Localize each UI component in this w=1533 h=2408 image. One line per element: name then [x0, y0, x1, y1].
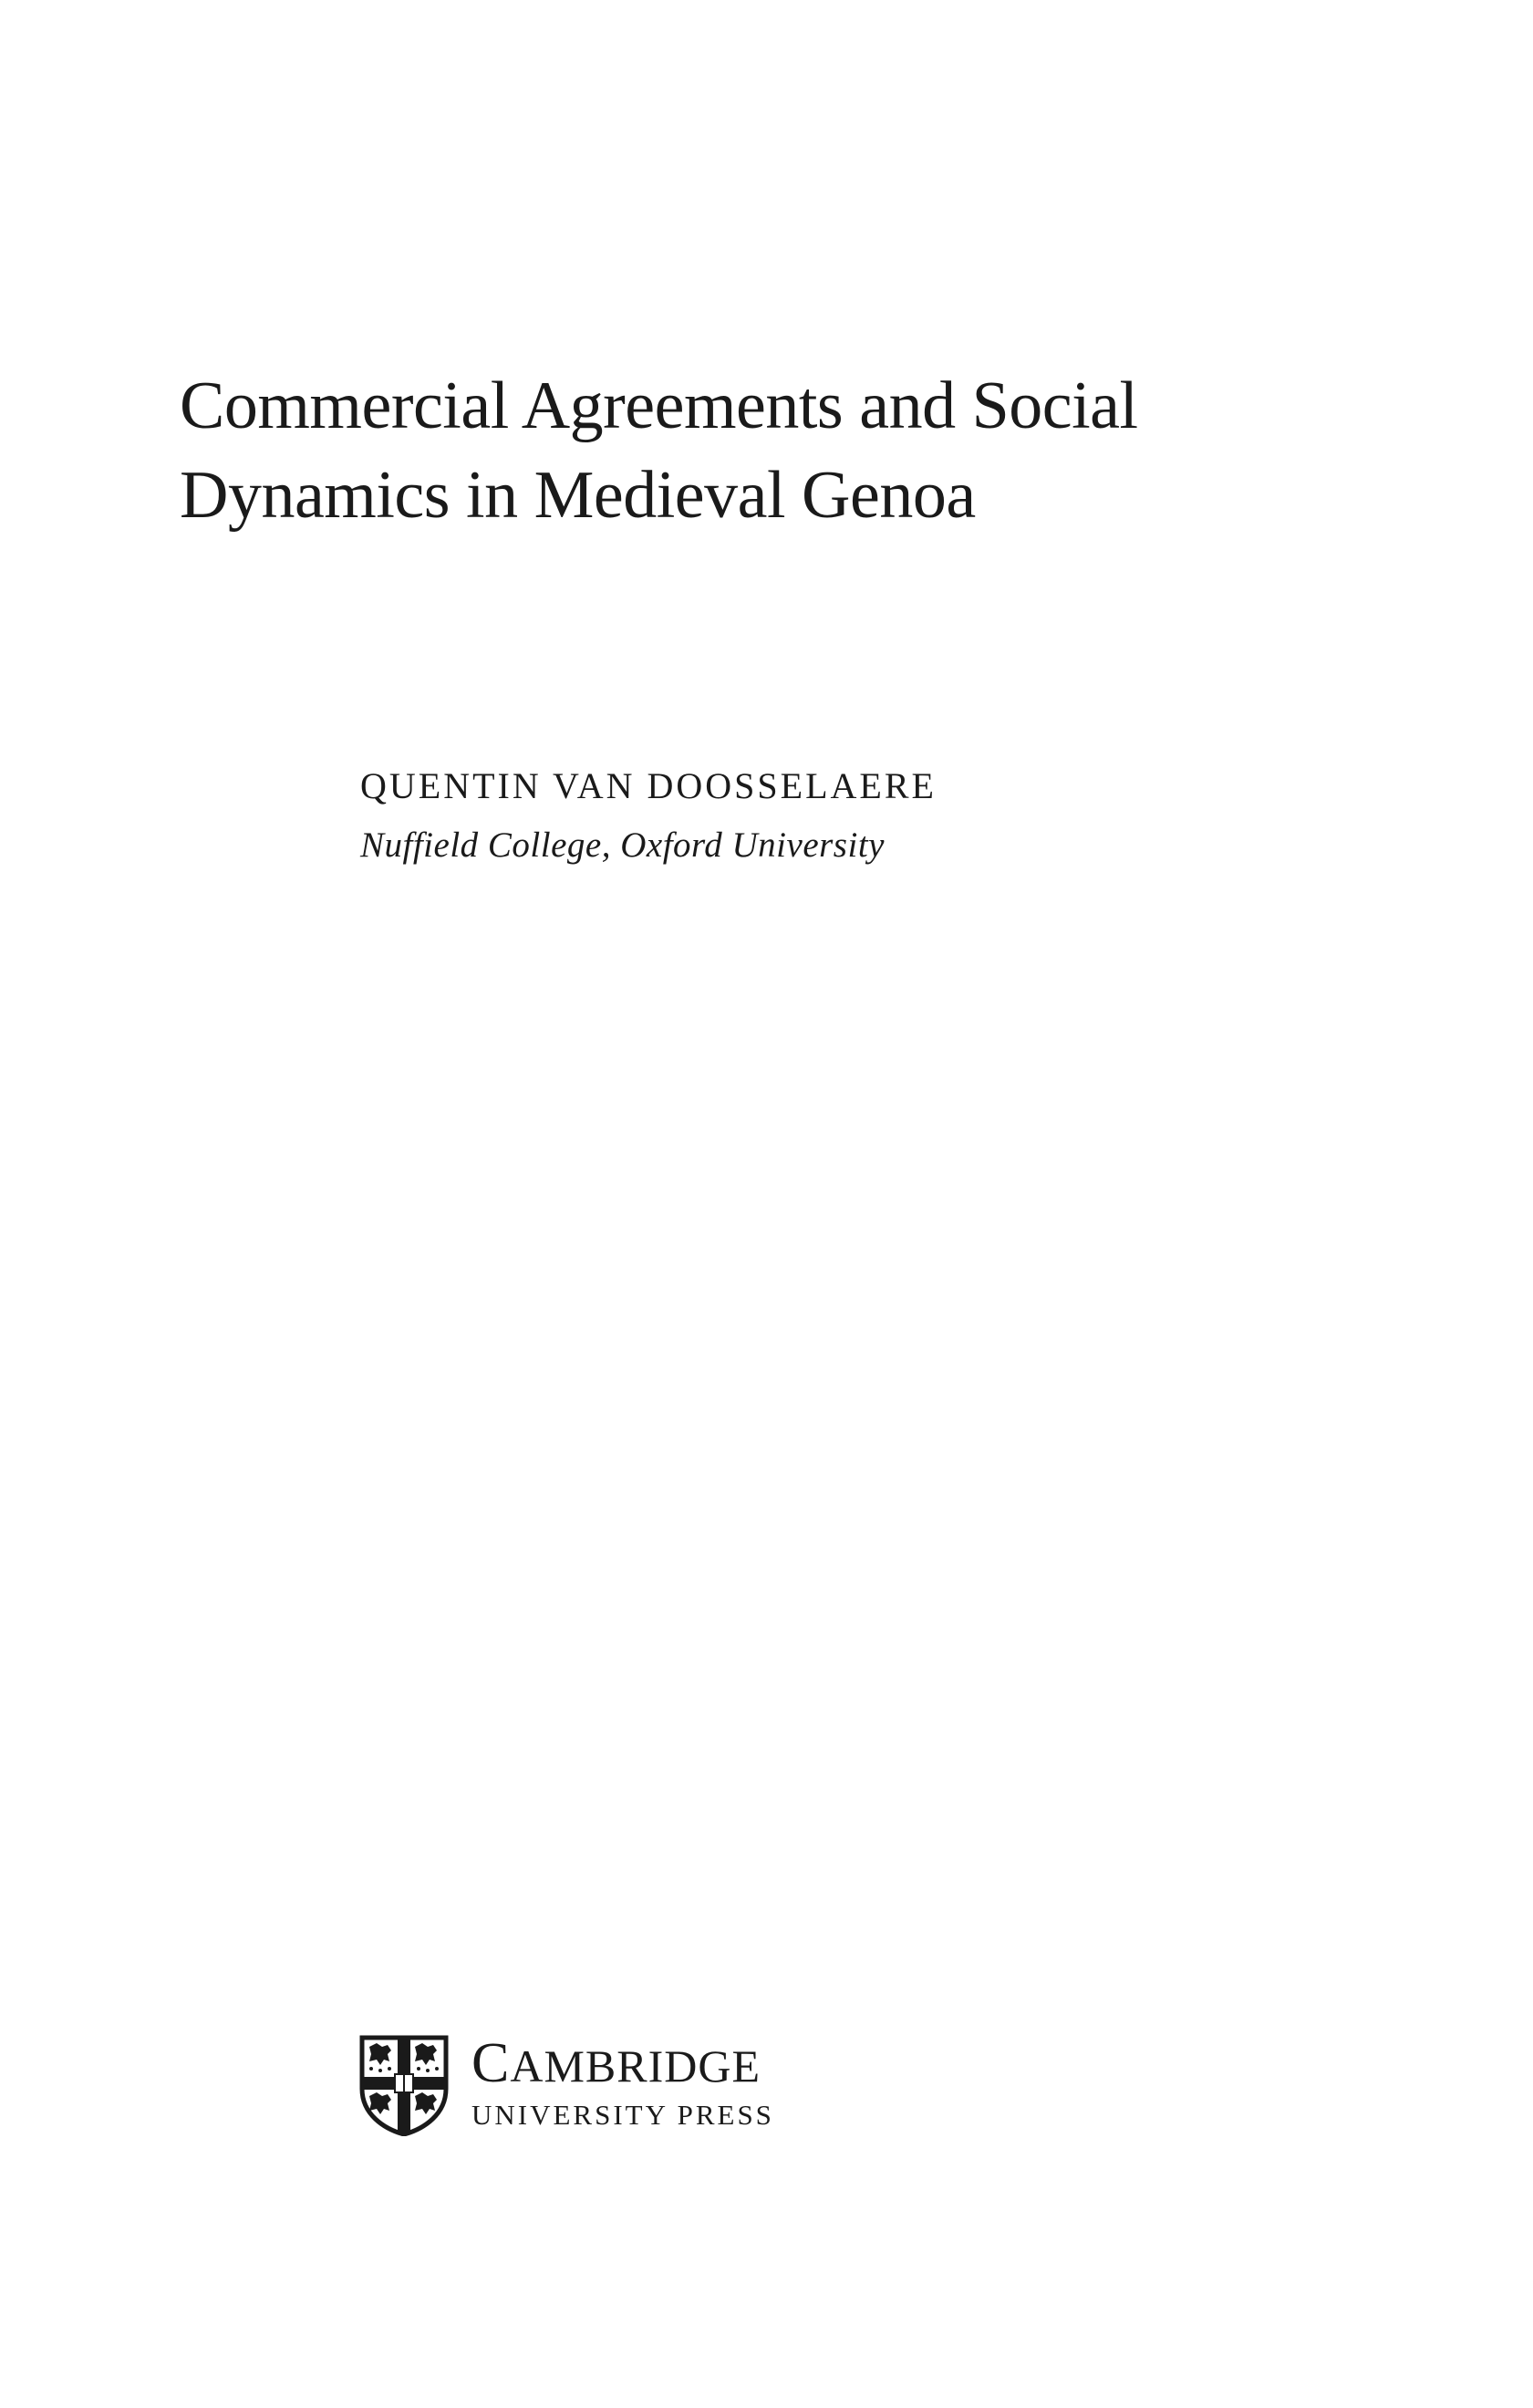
publisher-subtitle: UNIVERSITY PRESS — [471, 2099, 774, 2131]
publisher-name-rest: AMBRIDGE — [510, 2040, 761, 2091]
book-title-line-2: Dynamics in Medieval Genoa — [180, 458, 976, 533]
author-name: QUENTIN VAN DOOSSELAERE — [360, 765, 937, 806]
university-crest-icon — [358, 2034, 450, 2136]
book-title-line-1: Commercial Agreements and Social — [180, 368, 1138, 443]
book-title — [180, 361, 1365, 540]
publisher-name-initial: C — [471, 2032, 511, 2094]
publisher-imprint — [358, 2034, 774, 2136]
publisher-name — [471, 2032, 774, 2094]
author-affiliation: Nuffield College, Oxford University — [360, 825, 885, 865]
